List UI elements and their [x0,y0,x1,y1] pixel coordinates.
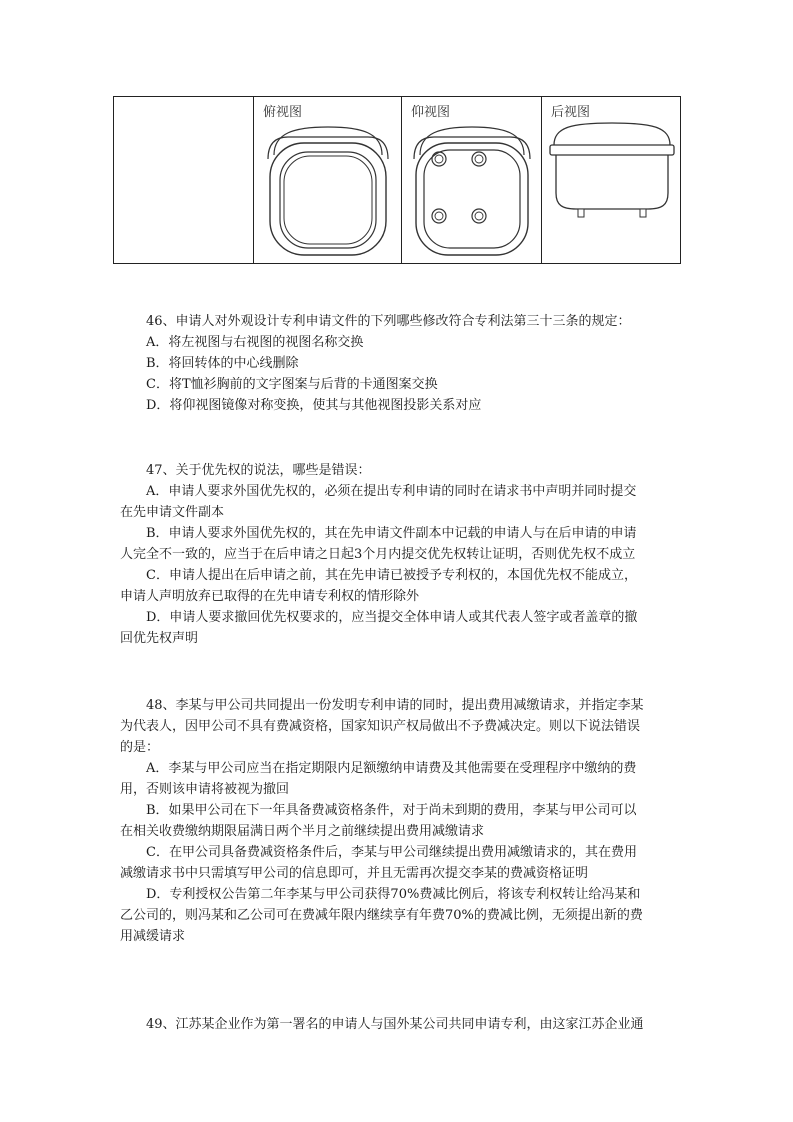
option-line: A．申请人要求外国优先权的，必须在提出专利申请的同时在请求书中声明并同时提交 [146,484,637,499]
question-stem: 48、李某与甲公司共同提出一份发明专利申请的同时，提出费用减缴请求，并指定李某 [146,698,644,713]
views-table-cell-rear [541,97,682,263]
option-line: B．如果甲公司在下一年具备费减资格条件，对于尚未到期的费用，李某与甲公司可以 [146,803,637,818]
option-line: A．将左视图与右视图的视图名称交换 [146,335,364,350]
bottom-view-drawing-icon [402,97,542,265]
option-line-continued: 在先申请文件副本 [120,505,225,520]
option-line-continued: 减缴请求书中只需填写甲公司的信息即可，并且无需再次提交李某的费减资格证明 [120,866,589,881]
question-stem-continued: 为代表人，因甲公司不具有费减资格，国家知识产权局做出不予费减决定。则以下说法错误 [120,719,641,734]
option-line: C．申请人提出在后申请之前，其在先申请已被授予专利权的，本国优先权不能成立， [146,568,637,583]
view-label: 俯视图 [263,105,303,120]
views-table-cell-bottom [401,97,541,263]
option-line-continued: 用减缓请求 [120,929,186,944]
option-line: B．申请人要求外国优先权的，其在先申请文件副本中记载的申请人与在后申请的申请 [146,526,637,541]
option-line: B．将回转体的中心线删除 [146,356,299,371]
question-stem-continued: 的是： [120,740,160,755]
option-line-continued: 用，否则该申请将被视为撤回 [120,782,290,797]
question-stem: 46、申请人对外观设计专利申请文件的下列哪些修改符合专利法第三十三条的规定： [146,314,631,329]
question-46 [120,311,680,416]
rear-view-drawing-icon [542,97,683,265]
option-line: C．将T恤衫胸前的文字图案与后背的卡通图案交换 [146,377,438,392]
view-label: 仰视图 [411,105,451,120]
option-line-continued: 回优先权声明 [120,631,199,646]
question-49 [120,1014,680,1035]
views-table-cell-top [253,97,401,263]
option-line: D．专利授权公告第二年李某与甲公司获得70%费减比例后，将该专利权转让给冯某和 [146,887,641,902]
question-stem: 49、江苏某企业作为第一署名的申请人与国外某公司共同申请专利，由这家江苏企业通 [146,1017,644,1032]
option-line: A．李某与甲公司应当在指定期限内足额缴纳申请费及其他需要在受理程序中缴纳的费 [146,761,637,776]
option-line-continued: 人完全不一致的，应当于在后申请之日起3个月内提交优先权转让证明，否则优先权不成立 [120,547,636,562]
option-line: D．将仰视图镜像对称变换，使其与其他视图投影关系对应 [146,398,482,413]
option-line-continued: 乙公司的，则冯某和乙公司可在费减年限内继续享有年费70%的费减比例，无须提出新的费 [120,908,643,923]
views-table-empty-cell [114,97,253,263]
top-view-drawing-icon [254,97,402,265]
question-stem: 47、关于优先权的说法，哪些是错误： [146,463,371,478]
view-label: 后视图 [551,105,591,120]
question-47 [120,460,680,649]
option-line: C．在甲公司具备费减资格条件后，李某与甲公司继续提出费用减缴请求的，其在费用 [146,845,637,860]
views-table [113,96,681,264]
option-line-continued: 申请人声明放弃已取得的在先申请专利权的情形除外 [120,589,420,604]
question-48 [120,695,680,947]
option-line: D．申请人要求撤回优先权要求的，应当提交全体申请人或其代表人签字或者盖章的撤 [146,610,638,625]
option-line-continued: 在相关收费缴纳期限届满日两个半月之前继续提出费用减缴请求 [120,824,485,839]
